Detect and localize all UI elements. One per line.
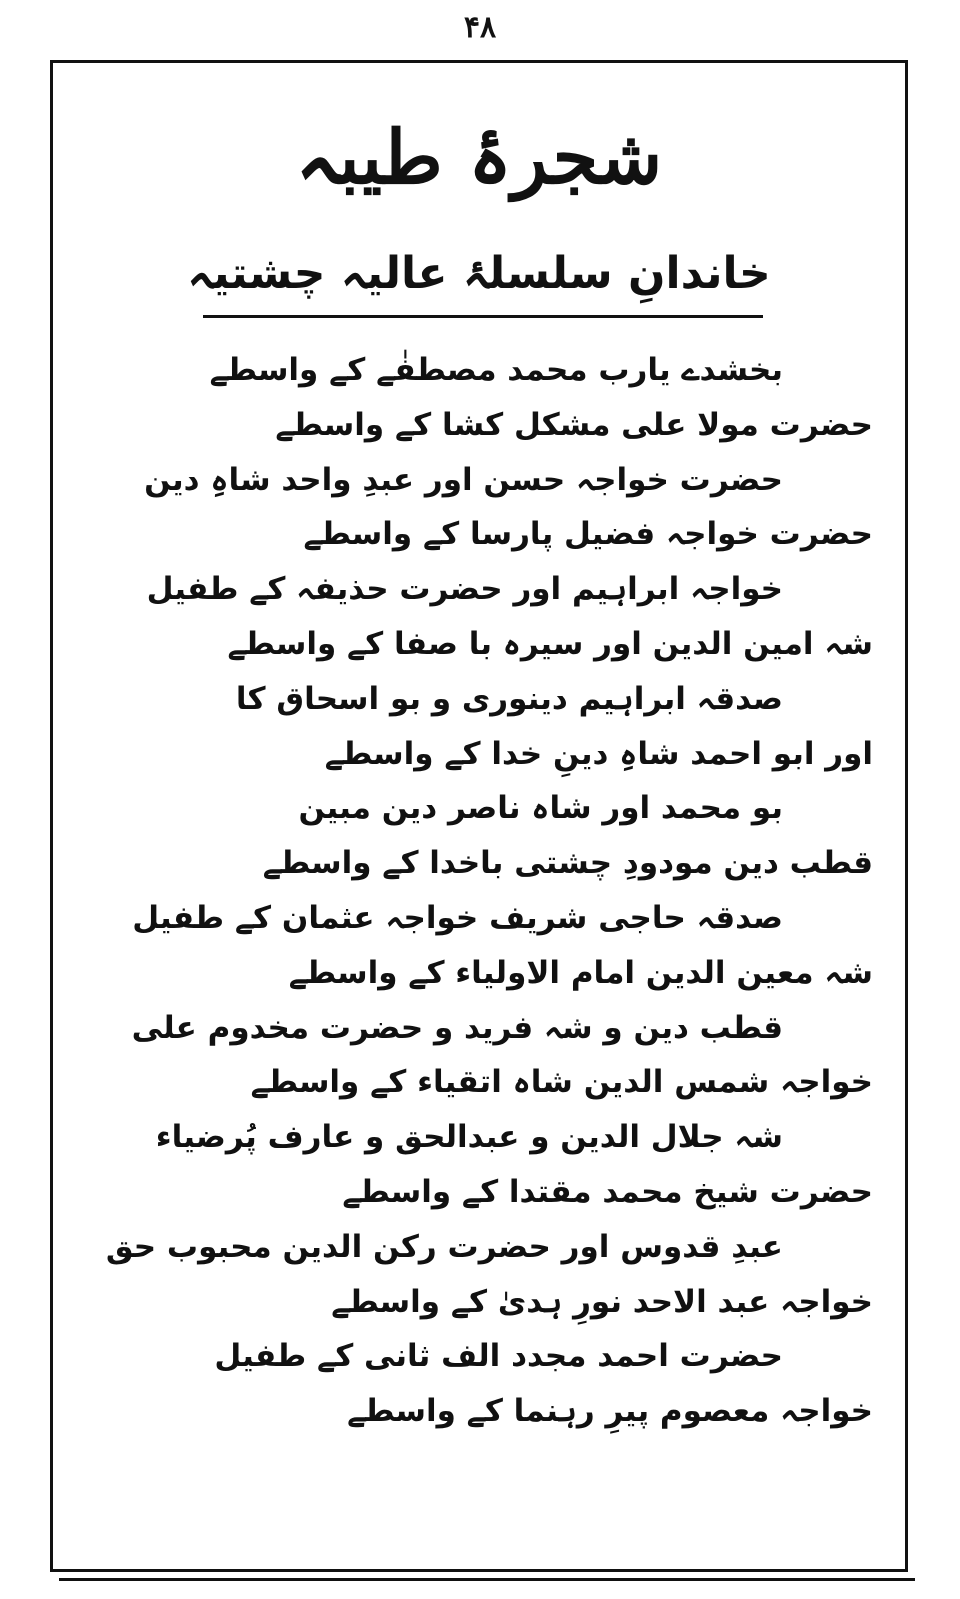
verse-line: حضرت خواجہ فضیل پارسا کے واسطے: [303, 516, 873, 553]
page-subtitle: خاندانِ سلسلۂ عالیہ چشتیہ: [187, 248, 771, 299]
verse-line: شہ جلال الدین و عبدالحق و عارف پُرضیاء: [155, 1119, 783, 1156]
verse-line: صدقہ ابراہیم دینوری و بو اسحاق کا: [235, 680, 783, 717]
page-number: ۴۸: [463, 10, 497, 45]
verse-line: قطب دین مودودِ چشتی باخدا کے واسطے: [262, 845, 873, 882]
verse-line: خواجہ عبد الاحد نورِ ہدیٰ کے واسطے: [331, 1283, 873, 1320]
verse-list: [93, 343, 873, 1439]
page-title: شجرۂ طیبہ: [295, 115, 663, 201]
verse-line: حضرت شیخ محمد مقتدا کے واسطے: [342, 1173, 873, 1210]
verse-line: خواجہ شمس الدین شاہ اتقیاء کے واسطے: [250, 1064, 873, 1101]
verse-line: خواجہ معصوم پیرِ رہنما کے واسطے: [347, 1393, 873, 1430]
verse-line: عبدِ قدوس اور حضرت رکن الدین محبوب حق: [105, 1228, 783, 1265]
text-frame: [50, 60, 908, 1572]
verse-line: بو محمد اور شاہ ناصر دین مبین: [298, 790, 783, 827]
verse-line: شہ امین الدین اور سیرہ با صفا کے واسطے: [227, 625, 873, 662]
verse-line: صدقہ حاجی شریف خواجہ عثمان کے طفیل: [132, 899, 783, 936]
verse-line: حضرت مولا علی مشکل کشا کے واسطے: [275, 406, 873, 443]
verse-line: خواجہ ابراہیم اور حضرت حذیفہ کے طفیل: [146, 571, 783, 608]
verse-line: شہ معین الدین امام الاولیاء کے واسطے: [288, 954, 873, 991]
verse-line: حضرت احمد مجدد الف ثانی کے طفیل: [214, 1338, 783, 1375]
verse-line: قطب دین و شہ فرید و حضرت مخدوم علی: [131, 1009, 783, 1046]
verse-line: اور ابو احمد شاہِ دینِ خدا کے واسطے: [324, 735, 873, 772]
verse-line: حضرت خواجہ حسن اور عبدِ واحد شاہِ دین: [144, 461, 783, 498]
subtitle-underline: [203, 315, 763, 318]
verse-line: بخشدے یارب محمد مصطفٰے کے واسطے: [209, 352, 783, 388]
